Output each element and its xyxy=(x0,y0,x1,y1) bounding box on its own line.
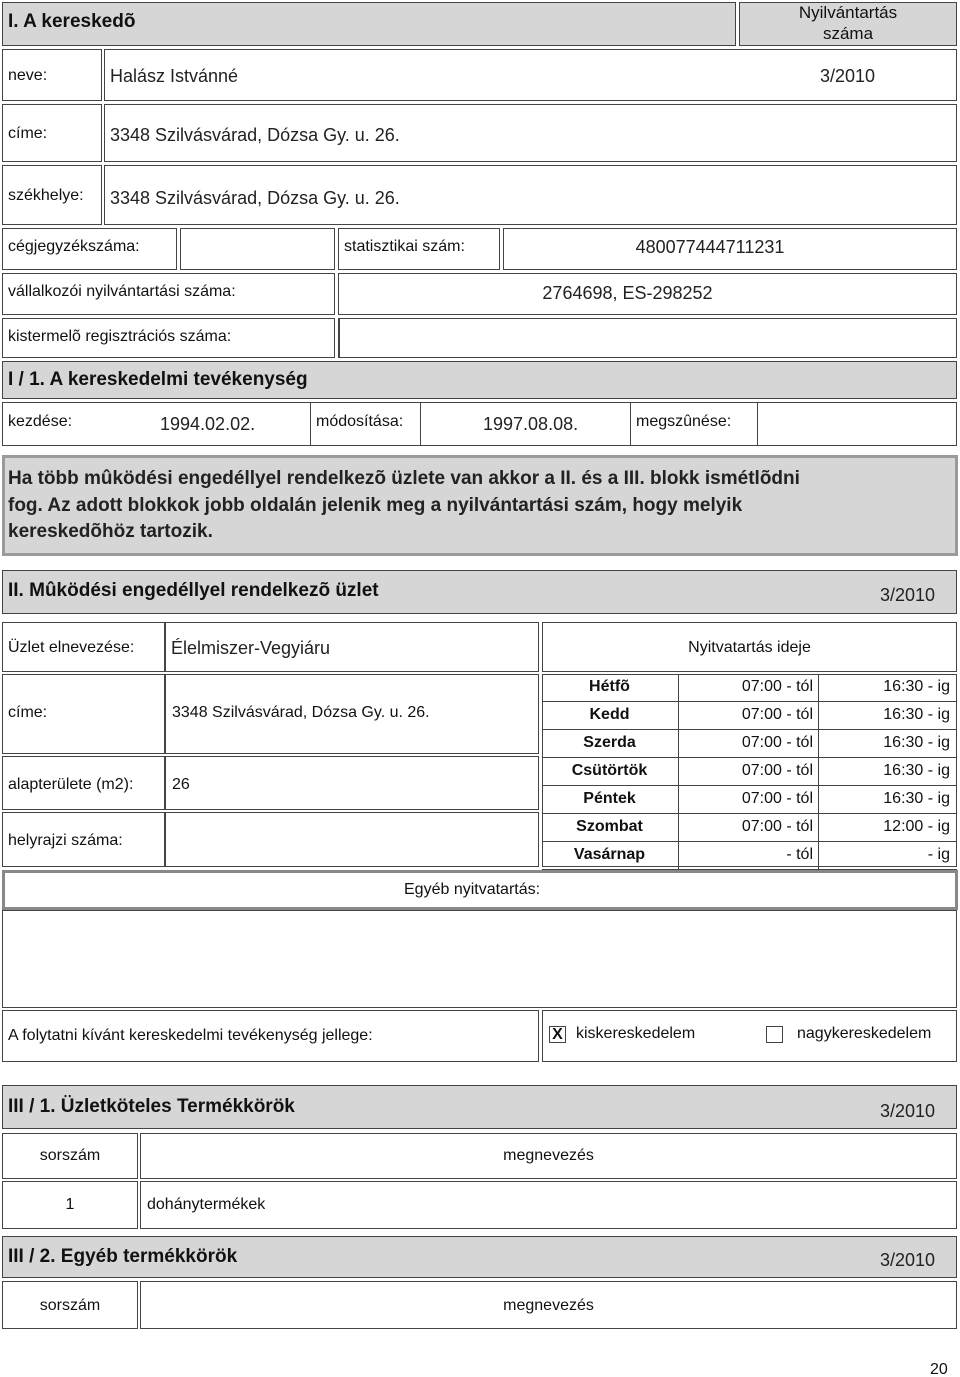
hours-to: 16:30 - ig xyxy=(883,790,950,807)
hours-to: 16:30 - ig xyxy=(883,706,950,723)
notice-line2: fog. Az adott blokkok jobb oldalán jelenik meg a nyilvántartási szám, hogy melyik xyxy=(8,495,743,516)
products-col-name: megnevezés xyxy=(503,1147,594,1164)
hours-from: 07:00 - tól xyxy=(741,762,813,779)
section3-1-title: III / 1. Üzletköteles Termékkörök xyxy=(8,1096,295,1117)
address-value: 3348 Szilvásvárad, Dózsa Gy. u. 26. xyxy=(110,125,400,145)
end-label: megszûnése: xyxy=(636,413,732,430)
hours-row xyxy=(542,842,957,870)
section1-title: I. A kereskedõ xyxy=(8,11,136,32)
other-products-col-name: megnevezés xyxy=(503,1297,594,1314)
area-value: 26 xyxy=(172,776,190,793)
start-row xyxy=(2,402,957,446)
area-value-cell xyxy=(165,756,539,810)
section3-2-reg-number: 3/2010 xyxy=(880,1250,936,1270)
notice-line3: kereskedõhöz tartozik. xyxy=(8,521,213,542)
section2-title: II. Mûködési engedéllyel rendelkezõ üzlet xyxy=(8,580,379,601)
shop-address-label: címe: xyxy=(8,704,48,721)
start-divider xyxy=(310,402,311,446)
products-row-name: dohánytermékek xyxy=(147,1196,266,1213)
name-label: neve: xyxy=(8,67,48,84)
modified-value: 1997.08.08. xyxy=(483,414,579,434)
address-label: címe: xyxy=(8,125,48,142)
notice-line1: Ha több mûködési engedéllyel rendelkezõ üzlete van akkor a II. és a III. blokk ismétlõdni xyxy=(8,468,800,489)
wholesale-checkbox[interactable] xyxy=(766,1026,783,1043)
name-value: Halász Istvánné xyxy=(110,66,239,86)
hours-day: Szombat xyxy=(576,818,643,835)
section3-2-title: III / 2. Egyéb termékkörök xyxy=(8,1246,238,1267)
hours-day: Péntek xyxy=(583,790,636,807)
opening-header: Nyitvatartás ideje xyxy=(688,639,811,656)
reg-header-line1: Nyilvántartás xyxy=(798,3,898,22)
modified-divider xyxy=(420,402,421,446)
section3-1-reg-number: 3/2010 xyxy=(880,1101,936,1121)
retail-checkbox[interactable]: X xyxy=(549,1026,566,1043)
reg-header-line2: száma xyxy=(822,24,874,43)
hours-day: Csütörtök xyxy=(571,762,648,779)
smallproducer-label: kistermelõ regisztrációs száma: xyxy=(8,328,232,345)
other-hours-value xyxy=(2,910,957,1008)
hours-row xyxy=(542,702,957,730)
hours-day: Hétfõ xyxy=(589,678,630,695)
hours-from: 07:00 - tól xyxy=(741,818,813,835)
page-number: 20 xyxy=(930,1361,948,1377)
stat-value: 480077444711231 xyxy=(635,237,785,257)
lot-label: helyrajzi száma: xyxy=(8,832,123,849)
hours-row xyxy=(542,786,957,814)
hours-from: 07:00 - tól xyxy=(741,790,813,807)
modified-label: módosítása: xyxy=(316,413,404,430)
smallproducer-value-cell xyxy=(338,318,957,358)
seat-label: székhelye: xyxy=(8,187,84,204)
hours-to: - ig xyxy=(927,846,950,863)
end-divider xyxy=(630,402,631,446)
hours-from: 07:00 - tól xyxy=(741,678,813,695)
entrepreneur-value: 2764698, ES-298252 xyxy=(542,283,713,303)
hours-from: - tól xyxy=(786,846,813,863)
reg-number: 3/2010 xyxy=(820,66,876,86)
hours-day: Kedd xyxy=(589,706,630,723)
area-label: alapterülete (m2): xyxy=(8,776,134,793)
hours-from: 07:00 - tól xyxy=(741,706,813,723)
stat-label: statisztikai szám: xyxy=(344,238,465,255)
section1-1-title: I / 1. A kereskedelmi tevékenység xyxy=(8,369,308,390)
products-row-no: 1 xyxy=(65,1196,75,1213)
hours-to: 12:00 - ig xyxy=(883,818,950,835)
shop-name-value: Élelmiszer-Vegyiáru xyxy=(171,638,331,658)
other-products-col-no: sorszám xyxy=(39,1297,101,1314)
hours-day: Szerda xyxy=(583,734,636,751)
company-reg-label: cégjegyzékszáma: xyxy=(8,238,140,255)
seat-value: 3348 Szilvásvárad, Dózsa Gy. u. 26. xyxy=(110,188,400,208)
start-value: 1994.02.02. xyxy=(160,414,256,434)
hours-row xyxy=(542,730,957,758)
products-col-no: sorszám xyxy=(39,1147,101,1164)
entrepreneur-label: vállalkozói nyilvántartási száma: xyxy=(8,283,236,300)
wholesale-label: nagykereskedelem xyxy=(797,1025,932,1042)
other-hours-label: Egyéb nyitvatartás: xyxy=(404,881,541,898)
hours-to: 16:30 - ig xyxy=(883,762,950,779)
end-value-divider xyxy=(757,402,758,446)
shop-address-value: 3348 Szilvásvárad, Dózsa Gy. u. 26. xyxy=(172,704,430,721)
hours-to: 16:30 - ig xyxy=(883,678,950,695)
lot-value-cell xyxy=(165,812,539,867)
company-reg-value-cell xyxy=(180,228,335,270)
hours-day: Vasárnap xyxy=(573,846,646,863)
section2-reg-number: 3/2010 xyxy=(880,585,936,605)
hours-row xyxy=(542,674,957,702)
hours-from: 07:00 - tól xyxy=(741,734,813,751)
hours-to: 16:30 - ig xyxy=(883,734,950,751)
retail-label: kiskereskedelem xyxy=(576,1025,696,1042)
hours-row xyxy=(542,814,957,842)
activity-label: A folytatni kívánt kereskedelmi tevékenység jellege: xyxy=(8,1027,373,1044)
shop-name-label: Üzlet elnevezése: xyxy=(8,639,135,656)
start-label: kezdése: xyxy=(8,413,73,430)
hours-row xyxy=(542,758,957,786)
